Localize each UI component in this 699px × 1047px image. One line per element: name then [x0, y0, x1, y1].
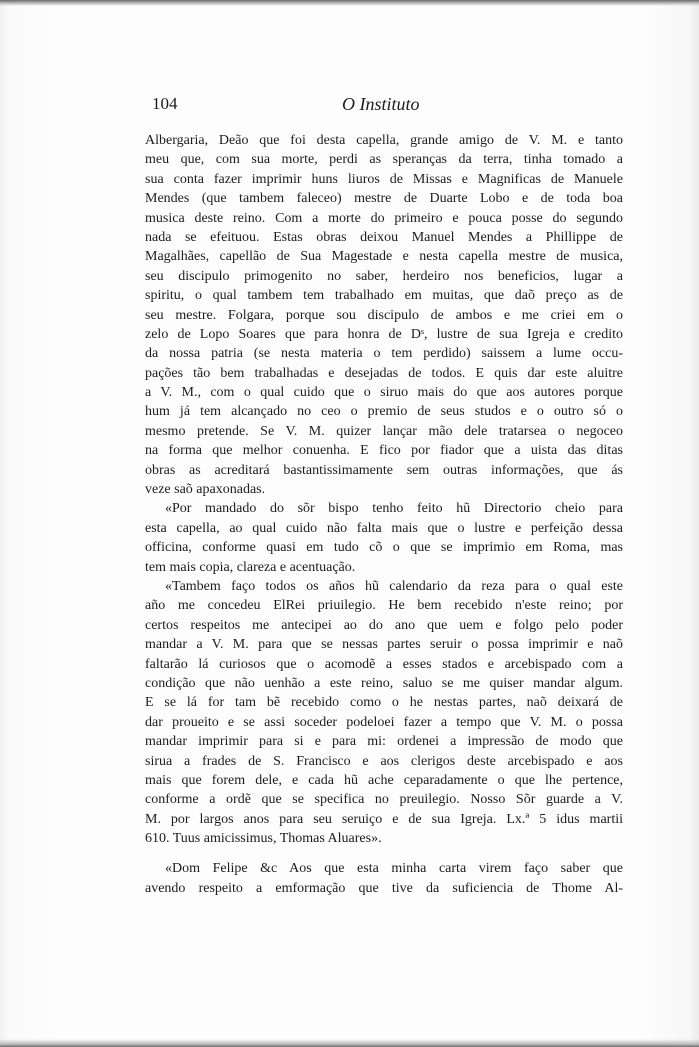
text-line: mandar imprimir para si e para mi: ordenei a impressão de modo que: [145, 734, 623, 750]
text-line: Albergaria, Deão que foi desta capella, grande amigo de V. M. e tanto: [145, 133, 623, 148]
text-line: avendo respeito a emformação que tive da suficiencia de Thome Al-: [145, 880, 623, 896]
text-line: officina, conforme quasi em tudo cõ o que se imprimio em Roma, mas: [145, 540, 623, 556]
paragraph-gap: [145, 848, 623, 859]
text-line: meu que, com sua morte, perdi as speranças da terra, tinha tomado a: [145, 152, 623, 168]
text-line: condição que não uenhão a este reino, saluo se me quiser mandar algum.: [145, 675, 623, 691]
text-line: hum já tem alcançado no ceo o premio de seus studos e o outro só o: [145, 404, 623, 420]
page-header: [152, 94, 622, 118]
text-line: Magalhães, capellão de Sua Magestade e nesta capella mestre de musica,: [145, 249, 623, 265]
page-top-shadow: [0, 0, 699, 6]
text-line: musica deste reino. Com a morte do primeiro e pouca posse do segundo: [145, 210, 623, 226]
text-line: seu mestre. Folgara, porque sou discipulo de ambos e me criei em o: [145, 307, 623, 323]
text-line: a V. M., com o qual cuido que o siruo mais do que aos autores porque: [145, 385, 623, 401]
text-line: «Tambem faço todos os años hũ calendario da reza para o qual este: [165, 578, 623, 594]
text-line: M. por largos anos para seu seruiço e de sua Igreja. Lx.ª 5 idus martii: [145, 811, 623, 827]
page-number: 104: [152, 94, 178, 113]
text-line: spiritu, o qual tambem tem trabalhado em muitas, que daõ preço as de: [145, 288, 623, 304]
text-line: nada se efeituou. Estas obras deixou Manuel Mendes a Phillippe de: [145, 229, 623, 245]
text-line: mesmo pretende. Se V. M. quizer lançar mão dele tratarsea o negoceo: [145, 423, 623, 439]
text-line: «Dom Felipe &c Aos que esta minha carta virem faço saber que: [165, 861, 623, 877]
text-line: zelo de Lopo Soares que para honra de Dˢ, lustre de sua Igreja e credito: [145, 326, 623, 342]
text-line: na forma que melhor conuenha. E fico por fiador que a uista das ditas: [145, 443, 623, 459]
page-bottom-shadow: [0, 1039, 699, 1047]
text-line: veze saõ apaxonadas.: [145, 482, 266, 498]
body-text: [145, 131, 623, 898]
text-line: obras as acreditará bastantissimamente sem outras informações, que ás: [145, 462, 623, 478]
text-line: faltarão lá curiosos que o acomodẽ a esses stados e arcebispado com a: [145, 656, 623, 672]
text-line: esta capella, ao qual cuido não falta mais que o lustre e perfeição dessa: [145, 520, 623, 536]
text-line: mandar a V. M. para que se nessas partes seruir o possa imprimir e naõ: [145, 637, 623, 653]
text-line: 610. Tuus amicissimus, Thomas Aluares».: [145, 831, 382, 847]
text-line: da nossa patria (se nesta materia o tem perdido) saissem a lume occu-: [145, 346, 623, 362]
running-title: O Instituto: [342, 94, 420, 114]
text-line: «Por mandado do sõr bispo tenho feito hũ Directorio cheio para: [165, 501, 623, 517]
text-line: año me concedeu ElRei priuilegio. He bem recebido n'este reino; por: [145, 598, 623, 614]
text-line: tem mais copia, clareza e acentuação.: [145, 559, 356, 575]
text-line: sirua a frades de S. Francisco e aos clerigos deste arcebispado e aos: [145, 753, 623, 769]
text-line: dar proueito e se assi soceder podeloei fazer a tempo que V. M. o possa: [145, 714, 623, 730]
text-line: pações tão bem trabalhadas e desejadas de todos. E quis dar este aluitre: [145, 365, 623, 381]
text-line: conforme a ordẽ que se specifica no preuilegio. Nosso Sõr guarde a V.: [145, 792, 623, 808]
text-line: E se lá for tam bẽ recebido como o he nestas partes, naõ deixará de: [145, 695, 623, 711]
text-line: seu discipulo primogenito no saber, herdeiro nos beneficios, lugar a: [145, 268, 623, 284]
text-line: mais que forem dele, e cada hũ ache ceparadamente o que lhe pertence,: [145, 772, 623, 788]
text-line: sua conta fazer imprimir huns liuros de Missas e Magnificas de Manuele: [145, 171, 623, 187]
text-line: Mendes (que tambem faleceo) mestre de Duarte Lobo e de toda boa: [145, 191, 623, 207]
text-line: certos respeitos me antecipei ao do ano que uem e folgo pelo poder: [145, 617, 623, 633]
